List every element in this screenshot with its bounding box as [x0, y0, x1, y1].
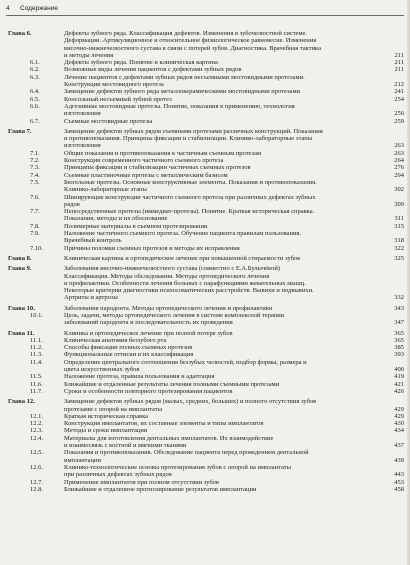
chapter-number: Глава 12. [8, 398, 35, 406]
entry-title-line: Клинико-лабораторные этапы [64, 186, 147, 194]
entry-page-number: 315 [394, 222, 404, 230]
entry-page-number: 347 [394, 319, 404, 327]
section-number: 7.4. [30, 171, 40, 179]
entry-title-line: Полимерные материалы в съемном протезировании [64, 222, 208, 230]
entry-page-number: 302 [394, 186, 404, 194]
entry-title-line: Консольный несъемный зубной протез [64, 95, 172, 103]
section-number: 6.3. [30, 73, 40, 81]
entry-page-number: 419 [394, 373, 404, 381]
header-rule [6, 15, 404, 16]
toc-section-entry [0, 420, 410, 427]
section-number: 11.3. [30, 351, 43, 359]
entry-title-line: Наложение протеза, правила пользования и адаптация [64, 373, 215, 381]
toc-section-entry [0, 245, 410, 252]
section-number: 11.4. [30, 358, 43, 366]
section-number: 12.6. [30, 463, 43, 471]
toc-chapter-entry [0, 398, 410, 413]
entry-title-line: Применение имплантатов при полном отсутствии зубов [64, 478, 219, 486]
entry-page-number: 263 [394, 149, 404, 157]
section-number: 11.2. [30, 344, 43, 352]
entry-title-line: Дефекты зубного ряда. Понятие и клиническая картина [64, 59, 218, 67]
toc-section-entry [0, 164, 410, 171]
entry-page-number: 430 [394, 420, 404, 428]
entry-page-number: 393 [394, 351, 404, 359]
toc-section-entry [0, 351, 410, 358]
section-number: 7.3. [30, 164, 40, 172]
page-number: 4 [6, 5, 10, 12]
chapter-number: Глава 10. [8, 304, 35, 312]
toc-section-entry [0, 464, 410, 479]
toc-section-entry [0, 479, 410, 486]
entry-title-line: Бюгельные протезы. Основные конструктивные элементы. Показания и противопоказания. [64, 178, 317, 186]
entry-title-line: при различных дефектах зубных рядов [64, 471, 172, 479]
toc-section-entry [0, 373, 410, 380]
entry-title-line: Ближайшие и отдаленные результаты лечения полными съемными протезами [64, 380, 280, 388]
section-number: 12.1. [30, 412, 43, 420]
entry-page-number: 325 [394, 254, 404, 262]
toc-section-entry [0, 74, 410, 89]
entry-page-number: 434 [394, 427, 404, 435]
toc-chapter-entry [0, 255, 410, 262]
section-number: 12.2. [30, 420, 43, 428]
section-number: 12.8. [30, 485, 43, 493]
entry-title-line: Классификация. Методы обследования. Методы ортопедического лечения [64, 272, 270, 280]
section-number: 6.4. [30, 88, 40, 96]
section-number: 6.7. [30, 117, 40, 125]
section-number: 7.6. [30, 193, 40, 201]
entry-title-line: Клинико-технологические основы протезирования зубов с опорой на имплантаты [64, 463, 291, 471]
entry-page-number: 212 [394, 81, 404, 89]
entry-title-line: Замещение дефектов зубного ряда металлокерамическими мостовидными протезами [64, 88, 301, 96]
entry-title-line: Сроки и особенности повторного протезирования пациентов [64, 387, 233, 395]
entry-page-number: 458 [394, 485, 404, 493]
toc-section-entry [0, 381, 410, 388]
entry-title-line: Методы и сроки имплантации [64, 427, 148, 435]
toc-section-entry [0, 312, 410, 327]
entry-title-line: Клиническая анатомия беззубого рта [64, 336, 167, 344]
toc-section-entry [0, 223, 410, 230]
entry-page-number: 332 [394, 294, 404, 302]
entry-page-number: 421 [394, 380, 404, 388]
entry-title-line: Заболевания височно-нижнечелюстного сустава (совместно с Е.А.Булычёвой) [64, 265, 280, 273]
entry-page-number: 263 [394, 142, 404, 150]
section-number: 12.4. [30, 434, 43, 442]
section-number: 7.10. [30, 244, 43, 252]
section-number: 6.6. [30, 102, 40, 110]
toc-section-entry [0, 486, 410, 493]
toc-section-entry [0, 230, 410, 245]
section-number: 12.5. [30, 449, 43, 457]
entry-page-number: 429 [394, 405, 404, 413]
entry-page-number: 400 [394, 366, 404, 374]
toc-section-entry [0, 150, 410, 157]
toc-section-entry [0, 208, 410, 223]
section-number: 7.7. [30, 208, 40, 216]
entry-page-number: 241 [394, 88, 404, 96]
entry-title-line: Ближайшие и отдаленное прогнозирование результатов имплантации [64, 485, 257, 493]
toc-section-entry [0, 359, 410, 374]
chapter-number: Глава 8. [8, 254, 32, 262]
entry-page-number: 211 [394, 66, 404, 74]
entry-page-number: 311 [394, 215, 404, 223]
entry-title-line: и методы лечения [64, 51, 114, 59]
entry-title-line: Заболевания пародонта. Методы ортопедического лечения и профилактики [64, 304, 273, 312]
entry-title-line: протезами с опорой на имплантаты [64, 405, 162, 413]
toc-chapter-entry [0, 265, 410, 301]
entry-title-line: и профилактики. Особенности лечения больных с парафункциями жевательных мышц. [64, 279, 306, 287]
toc-section-entry [0, 449, 410, 464]
section-number: 6.5. [30, 95, 40, 103]
entry-title-line: Клиника и ортопедическое лечение при полной потере зубов [64, 329, 233, 337]
toc-chapter-entry [0, 30, 410, 59]
toc-section-entry [0, 388, 410, 395]
entry-title-line: заболеваний пародонта и последовательность их проведения [64, 319, 233, 327]
entry-title-line: Конструкции современного частичного съемного протеза [64, 157, 224, 165]
toc-section-entry [0, 427, 410, 434]
entry-page-number: 294 [394, 171, 404, 179]
toc-section-entry [0, 194, 410, 209]
entry-title-line: Некоторые критерии диагностики психосоматических расстройств. Вывихи и подвывихи. [64, 287, 314, 295]
entry-title-line: Шинирующие конструкции частичного съемного протеза при различных дефектах зубных [64, 193, 316, 201]
entry-title-line: рядов [64, 200, 80, 208]
chapter-number: Глава 7. [8, 127, 32, 135]
entry-title-line: Замещение дефектов зубных рядов съемными протезами различных конструкций. Показания [64, 127, 323, 135]
entry-title-line: Определение центрального соотношения беззубых челюстей, подбор формы, размера и [64, 358, 307, 366]
toc-section-entry [0, 344, 410, 351]
entry-title-line: Непосредственные протезы (иммедиат-протезы). Понятие. Краткая историческая справка. [64, 208, 315, 216]
entry-title-line: Конструкция имплантатов, их составные элементы и типы имплантатов [64, 420, 264, 428]
entry-page-number: 276 [394, 164, 404, 172]
entry-title-line: Функциональные оттиски и их классификация [64, 351, 194, 359]
section-number: 7.2. [30, 157, 40, 165]
entry-title-line: изготовления [64, 110, 101, 118]
section-number: 6.2. [30, 66, 40, 74]
entry-page-number: 318 [394, 237, 404, 245]
toc-section-entry [0, 66, 410, 73]
entry-title-line: изготовления [64, 142, 101, 150]
entry-title-line: Материалы для изготовления дентальных имплантатов. Их взаимодействие [64, 434, 274, 442]
entry-title-line: Возможные виды лечения пациентов с дефектами зубных рядов [64, 66, 242, 74]
entry-title-line: Врачебный контроль [64, 237, 122, 245]
entry-page-number: 211 [394, 59, 404, 67]
entry-title-line: Замещение дефектов зубных рядов (малых, средних, больших) и полного отсутствия зубов [64, 398, 317, 406]
entry-title-line: цвета искусственных зубов [64, 366, 140, 374]
entry-page-number: 365 [394, 336, 404, 344]
entry-title-line: и взаимосвязь с костной и мягкими тканями [64, 442, 187, 450]
entry-page-number: 426 [394, 387, 404, 395]
section-number: 12.3. [30, 427, 43, 435]
toc-section-entry [0, 413, 410, 420]
table-of-contents [0, 27, 410, 493]
section-number: 7.5. [30, 178, 40, 186]
entry-page-number: 322 [394, 244, 404, 252]
toc-chapter-entry [0, 330, 410, 337]
toc-section-entry [0, 337, 410, 344]
entry-page-number: 254 [394, 95, 404, 103]
entry-title-line: Съемные пластиночные протезы с металлическим базисом [64, 171, 228, 179]
entry-page-number: 437 [394, 442, 404, 450]
entry-title-line: Способы фиксации полных съемных протезов [64, 344, 193, 352]
entry-page-number: 365 [394, 329, 404, 337]
entry-title-line: Дефекты зубного ряда. Классификация дефектов. Изменения в зубочелюстной системе. [64, 30, 308, 37]
entry-title-line: и противопоказания. Принципы фиксации и стабилизации. Клинико-лабораторные этапы [64, 135, 313, 143]
toc-section-entry [0, 96, 410, 103]
entry-title-line: Деформации. Артикуляционное и относительное физиологическое равновесие. Изменения [64, 37, 317, 45]
entry-page-number: 309 [394, 200, 404, 208]
toc-section-entry [0, 179, 410, 194]
entry-page-number: 264 [394, 157, 404, 165]
chapter-number: Глава 11. [8, 329, 35, 337]
chapter-number: Глава 6. [8, 30, 32, 37]
entry-title-line: Общие показания и противопоказания к частичным съемным протезам [64, 149, 262, 157]
entry-page-number: 256 [394, 110, 404, 118]
entry-title-line: Артриты и артрозы [64, 294, 118, 302]
header-title: Содержание [20, 5, 58, 12]
section-number: 11.6. [30, 380, 43, 388]
entry-title-line: Наложение частичного съемного протеза. Обучение пациента правилам пользования. [64, 230, 302, 238]
entry-page-number: 259 [394, 117, 404, 125]
entry-title-line: Цель, задачи, методы ортопедического лечения в системе комплексной терапии [64, 311, 285, 319]
entry-title-line: Показания, методы и их обоснование [64, 215, 168, 223]
page-header [6, 4, 404, 14]
entry-page-number: 453 [394, 478, 404, 486]
section-number: 12.7. [30, 478, 43, 486]
entry-title-line: Краткая историческая справка [64, 412, 149, 420]
section-number: 7.8. [30, 222, 40, 230]
chapter-number: Глава 9. [8, 265, 32, 273]
toc-chapter-entry [0, 305, 410, 312]
toc-chapter-entry [0, 128, 410, 150]
section-number: 6.1. [30, 59, 40, 67]
entry-title-line: Показания и противопоказания. Обследование пациента перед проведением дентальной [64, 449, 309, 457]
toc-section-entry [0, 118, 410, 125]
section-number: 11.5. [30, 373, 43, 381]
entry-title-line: Съемные мостовидные протезы [64, 117, 153, 125]
entry-title-line: Адгезивные мостовидные протезы. Понятие, показания к применению, технология [64, 102, 295, 110]
entry-page-number: 343 [394, 304, 404, 312]
toc-section-entry [0, 103, 410, 118]
entry-page-number: 429 [394, 412, 404, 420]
section-number: 7.1. [30, 149, 40, 157]
entry-title-line: Клиническая картина и ортопедическое лечение при повышенной стираемости зубов [64, 254, 301, 262]
section-number: 11.7. [30, 387, 43, 395]
entry-title-line: Лечение пациентов с дефектами зубных рядов несъемными мостовидными протезами. [64, 73, 305, 81]
entry-title-line: Причины поломки съемных протезов и методы их исправления [64, 244, 240, 252]
toc-section-entry [0, 88, 410, 95]
toc-section-entry [0, 172, 410, 179]
entry-page-number: 385 [394, 344, 404, 352]
entry-page-number: 211 [394, 51, 404, 59]
entry-title-line: Принципы фиксации и стабилизации частичных съемных протезов [64, 164, 251, 172]
section-number: 11.1. [30, 336, 43, 344]
toc-section-entry [0, 59, 410, 66]
toc-section-entry [0, 435, 410, 450]
entry-page-number: 439 [394, 456, 404, 464]
toc-section-entry [0, 157, 410, 164]
entry-title-line: Конструкции мостовидного протеза [64, 81, 164, 89]
section-number: 10.1. [30, 311, 43, 319]
section-number: 7.9. [30, 230, 40, 238]
entry-title-line: височно-нижнечелюстного сустава в связи с потерей зубов. Диагностика. Врачебная тактика [64, 44, 322, 52]
entry-title-line: имплантации [64, 456, 101, 464]
entry-page-number: 443 [394, 471, 404, 479]
